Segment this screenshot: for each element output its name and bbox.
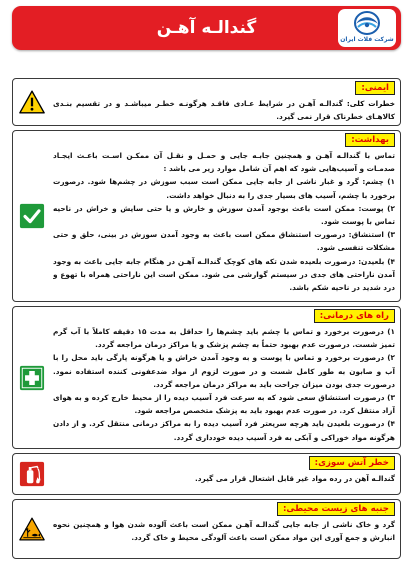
section-header [53, 133, 395, 148]
company-emblem-svg [347, 10, 387, 36]
company-logo [338, 9, 396, 47]
section-title: ایمنی: [355, 81, 395, 95]
section-health [12, 130, 401, 302]
section-body [53, 133, 395, 300]
section-title: بهداشت: [345, 133, 395, 147]
header-bar [12, 6, 401, 50]
first-aid-item-inhalation: ۳) درصورت استنشاق سعی شود که به سرعت فرد آسیب دیده را از محیط خارج کرده و به هوای آزاد منتقل کرد. در صورت عدم بهبود باید به پزشک متخصص مراجعه شود. [53, 393, 395, 416]
section-header [53, 502, 395, 517]
fire-extinguisher-icon [19, 461, 45, 487]
health-item-skin: ۲) پوست: ممکن است باعث بوجود آمدن سوزش و خارش و یا حتی سایش و خراش در ناحیه تماس با پوست شود. [53, 203, 395, 227]
first-aid-cross-svg [19, 365, 45, 391]
fire-hazard-text: گندالـه آهن در رده مواد غیر قابل اشتعال قرار می گیرد. [195, 474, 395, 483]
warning-icon [19, 89, 45, 115]
health-item-eye: ۱) چشم: گرد و غبار ناشی از جابه جایی ممکن است سبب سوزش در چشم‌ها شود. درصورت برخورد با چشم، آسیب های بسیار جدی را به دنبال خواهد داشت. [53, 177, 395, 200]
first-aid-item-eye: ۱) درصورت برخورد و تماس با چشم باید چشم‌ها را حداقل به مدت ۱۵ دقیقه کاملاً با آب گرم تمیز شست. درصورت عدم بهبود حتماً به چشم پزشک و یا مراکز درمان مراجعه گردد. [53, 327, 395, 350]
health-item-inhalation: ۳) استنشاق: درصورت استنشاق ممکن است باعث به وجود آمدن سوزش در بینی، حلق و حتی مشکلات تنفسی شود. [53, 230, 395, 253]
section-safety [12, 78, 401, 126]
section-body [53, 456, 395, 493]
check-icon [19, 203, 45, 229]
fire-extinguisher-svg [19, 461, 45, 487]
first-aid-item-ingestion: ۴) درصورت بلعیدن باید هرچه سریعتر فرد آسیب دیده را به مراکز درمانی منتقل کرد. و از دادن هرگونه مواد خوراکی و آبکی به فرد آسیب دیده خودداری گردد. [53, 419, 395, 442]
page-title: گندالـه آهـن [156, 18, 257, 38]
company-emblem-icon [347, 10, 387, 36]
health-intro: تماس با گندالـه آهـن و همچنین جابـه جایی و حمـل و نقـل آن ممکـن اسـت باعـث ایجـاد صدمـات و آسیب‌هایی شود که اهم آن شامل موارد زیر می باشد : [53, 151, 395, 174]
general-hazards-text: گندالـه آهـن در شرایط عـادی فاقـد هرگونـه خطـر میباشـد و در تقسیم بنـدی کالاهـای خطرناک قرار نمی گیرد. [53, 99, 395, 122]
section-title: جنبه های زیست محیطی: [277, 502, 395, 516]
check-square-svg [19, 203, 45, 229]
first-aid-icon [19, 365, 45, 391]
general-hazards-label: خطرات کلی: [346, 99, 395, 108]
first-aid-item-skin: ۲) درصورت برخورد و تماس با پوست و به وجود آمدن خراش و یا هرگونه پارگی باید محل را با آب و صابون به طور کامل شست و در صورت لزوم از مواد ضدعفونی کننده استفاده نمود. درصورت جدی بودن میزان جراحت باید به مراکز درمان مراجعه گردد. [53, 353, 395, 389]
section-title: راه های درمانی: [314, 309, 395, 323]
environment-hazard-svg [19, 516, 45, 542]
section-body [53, 502, 395, 557]
section-header [53, 456, 395, 471]
health-item-ingestion: ۴) بلعیدن: درصورت بلعیده شدن تکه های کوچک گندالـه آهـن در هنگام جابه جایی باعث به وجود آمدن ناراحتی های جدی در سیستم گوارشی می شود. ممکن است این ناراحتی همراه با تهوع و درد شدید در ناحیه شکم باشد. [53, 256, 395, 293]
general-hazards-paragraph [53, 97, 395, 123]
section-environment [12, 499, 401, 559]
section-title: خطر آتش سوزی: [309, 456, 395, 470]
section-fire-hazard [12, 453, 401, 495]
environment-hazard-icon [19, 516, 45, 542]
environment-text: گرد و خاک ناشی از جابه جایی گندالـه آهـن ممکن است باعث آلوده شدن هوا و همچنین نحوه انبارش و جمع آوری این مواد ممکن است باعث آلودگی محیط و خاک گردد. [53, 520, 395, 543]
section-body [53, 309, 395, 447]
logo-text: شرکت فلات ایران [340, 36, 394, 43]
section-header [53, 309, 395, 324]
section-body [53, 81, 395, 124]
warning-triangle-svg [19, 89, 45, 115]
section-first-aid [12, 306, 401, 449]
section-header [53, 81, 395, 96]
